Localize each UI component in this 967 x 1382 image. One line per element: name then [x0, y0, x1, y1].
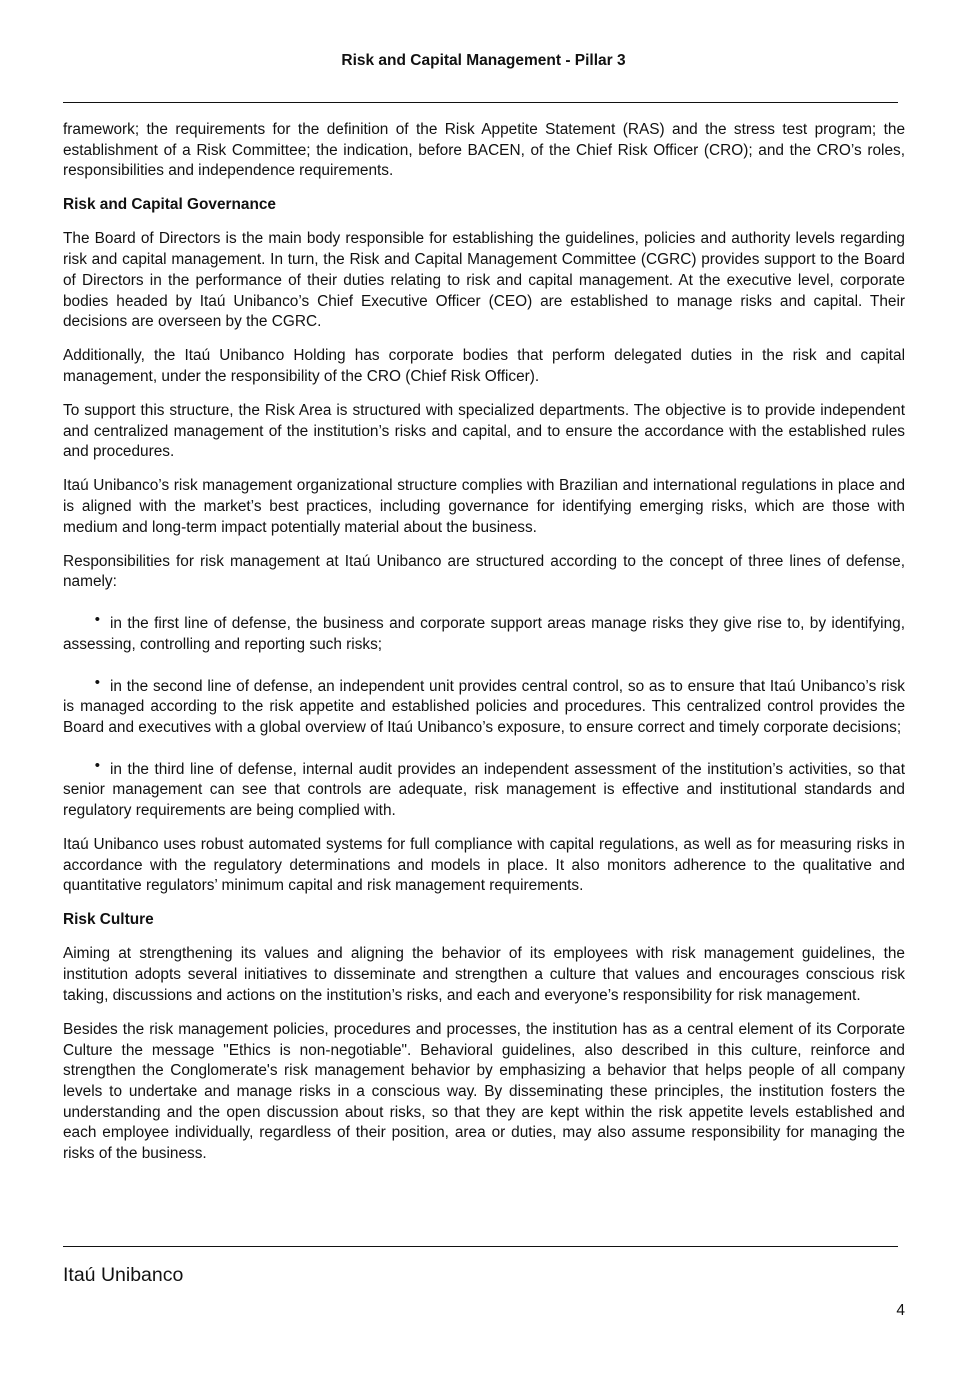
document-body: [63, 120, 905, 1178]
governance-paragraph: The Board of Directors is the main body responsible for establishing the guidelines, policies and authority levels regarding risk and capital management. In turn, the Risk and Capital Management Committee (CGRC) provides support to the Board of Directors in the performance of their duties relating to risk and capital management. At the executive level, corporate bodies headed by Itaú Unibanco’s Chief Executive Officer (CEO) are established to manage risks and capital. Their decisions are overseen by the CGRC.: [63, 230, 905, 331]
defense-line-text: in the first line of defense, the business and corporate support areas manage risks they give rise to, by identifying, assessing, controlling and reporting such risks;: [63, 615, 905, 653]
section-heading-governance: Risk and Capital Governance: [63, 196, 276, 214]
bullet-icon: •: [94, 611, 100, 629]
governance-paragraph: Itaú Unibanco’s risk management organizational structure complies with Brazilian and international regulations in place and is aligned with the market’s best practices, including governance for identifying emerging risks, which are those with medium and long-term impact potentially material about the business.: [63, 477, 905, 536]
page-number: 4: [896, 1302, 905, 1319]
governance-paragraph: Additionally, the Itaú Unibanco Holding has corporate bodies that perform delegated duties in the risk and capital management, under the responsibility of the CRO (Chief Risk Officer).: [63, 347, 905, 385]
governance-closing-paragraph: Itaú Unibanco uses robust automated systems for full compliance with capital regulations, as well as for measuring risks in accordance with the regulatory determinations and models in place. It also monitors adherence to the qualitative and quantitative regulators’ minimum capital and risk management requirements.: [63, 836, 905, 895]
defense-line-list-item: [63, 756, 905, 822]
defense-line-text: in the third line of defense, internal audit provides an independent assessment of the institution’s activities, so that senior management can see that controls are adequate, risk management is effective and institutional standards and regulatory requirements are being complied with.: [63, 760, 905, 820]
risk-culture-paragraph: Aiming at strengthening its values and aligning the behavior of its employees with risk management guidelines, the institution adopts several initiatives to disseminate and strengthen a culture that values and encourages conscious risk taking, discussions and actions on the institution’s risks, and each and everyone’s responsibility for risk management.: [63, 945, 905, 1004]
defense-line-list-item: [63, 610, 905, 655]
intro-paragraph: framework; the requirements for the definition of the Risk Appetite Statement (RAS) and the stress test program; the establishment of a Risk Committee; the indication, before BACEN, of the Chief Risk Officer (CRO); and the CRO’s roles, responsibilities and independence requirements.: [63, 121, 905, 180]
defense-line-list-item: [63, 673, 905, 739]
bullet-icon: •: [94, 673, 100, 691]
footer-divider: [63, 1246, 898, 1247]
governance-paragraph: To support this structure, the Risk Area is structured with specialized departments. The objective is to provide independent and centralized management of the institution’s risks and capital, and to ensure the accordance with the established rules and procedures.: [63, 401, 905, 461]
page-header-title: Risk and Capital Management - Pillar 3: [341, 52, 626, 69]
risk-culture-paragraph: Besides the risk management policies, procedures and processes, the institution has as a central element of its Corporate Culture the message "Ethics is non-negotiable". Behavioral guidelines, also described in this culture, reinforce and strengthen the Conglomerate's risk management behavior by emphasizing a behavior that helps people of all company levels to undertake and manage risks in a conscious way. By disseminating these principles, the institution fosters the understanding and the open discussion about risks, so that they are kept within the risk appetite levels established and each employee individually, regardless of their position, area or duties, may also assume responsibility for managing the risks of the business.: [63, 1020, 905, 1163]
defense-line-text: in the second line of defense, an independent unit provides central control, so as to ensure that Itaú Unibanco’s risk is managed according to the risk appetite and established policies and procedures. This centralized control provides the Board and executives with a global overview of Itaú Unibanco’s exposure, to ensure correct and timely corporate decisions;: [63, 677, 905, 736]
governance-paragraph: Responsibilities for risk management at Itaú Unibanco are structured according to the concept of three lines of defense, namely:: [63, 552, 905, 591]
section-heading-risk-culture: Risk Culture: [63, 911, 154, 929]
header-divider: [63, 102, 898, 103]
bullet-icon: •: [94, 756, 100, 774]
footer-brand: Itaú Unibanco: [63, 1264, 184, 1286]
